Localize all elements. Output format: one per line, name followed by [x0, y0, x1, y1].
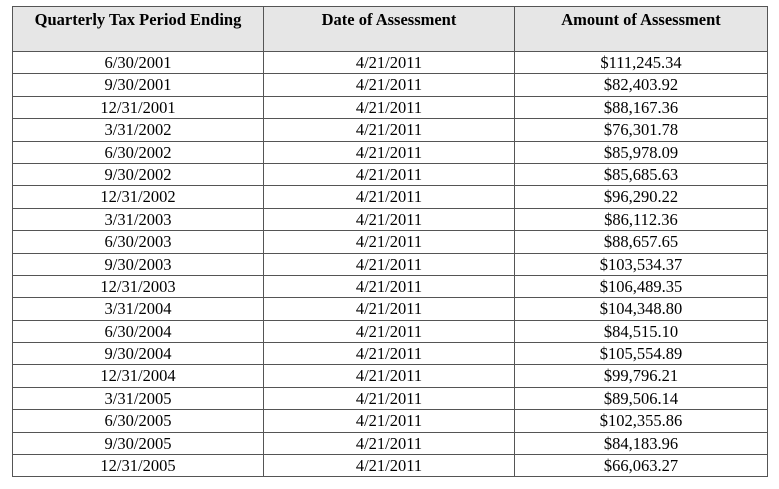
date-cell: 4/21/2011	[264, 320, 515, 342]
period-cell: 12/31/2003	[13, 275, 264, 297]
table-row	[13, 432, 768, 454]
table-row	[13, 52, 768, 74]
amount-cell: $85,978.09	[515, 141, 768, 163]
table-body	[13, 52, 768, 477]
amount-cell: $85,685.63	[515, 163, 768, 185]
header-period: Quarterly Tax Period Ending	[13, 7, 264, 52]
period-cell: 3/31/2005	[13, 387, 264, 409]
table-row	[13, 119, 768, 141]
table-row	[13, 410, 768, 432]
date-cell: 4/21/2011	[264, 387, 515, 409]
period-cell: 3/31/2003	[13, 208, 264, 230]
amount-cell: $102,355.86	[515, 410, 768, 432]
table-row	[13, 455, 768, 477]
period-cell: 12/31/2002	[13, 186, 264, 208]
table-row	[13, 231, 768, 253]
date-cell: 4/21/2011	[264, 74, 515, 96]
period-cell: 12/31/2004	[13, 365, 264, 387]
table-row	[13, 96, 768, 118]
date-cell: 4/21/2011	[264, 96, 515, 118]
table-row	[13, 387, 768, 409]
amount-cell: $99,796.21	[515, 365, 768, 387]
amount-cell: $84,515.10	[515, 320, 768, 342]
table-row	[13, 74, 768, 96]
amount-cell: $111,245.34	[515, 52, 768, 74]
period-cell: 12/31/2001	[13, 96, 264, 118]
amount-cell: $76,301.78	[515, 119, 768, 141]
table-row	[13, 365, 768, 387]
table-header	[13, 7, 768, 52]
amount-cell: $89,506.14	[515, 387, 768, 409]
period-cell: 6/30/2002	[13, 141, 264, 163]
date-cell: 4/21/2011	[264, 365, 515, 387]
amount-cell: $106,489.35	[515, 275, 768, 297]
table-row	[13, 343, 768, 365]
date-cell: 4/21/2011	[264, 141, 515, 163]
table-row	[13, 163, 768, 185]
header-row	[13, 7, 768, 52]
amount-cell: $86,112.36	[515, 208, 768, 230]
amount-cell: $88,657.65	[515, 231, 768, 253]
table-row	[13, 320, 768, 342]
date-cell: 4/21/2011	[264, 253, 515, 275]
amount-cell: $84,183.96	[515, 432, 768, 454]
date-cell: 4/21/2011	[264, 208, 515, 230]
period-cell: 12/31/2005	[13, 455, 264, 477]
period-cell: 9/30/2004	[13, 343, 264, 365]
date-cell: 4/21/2011	[264, 432, 515, 454]
date-cell: 4/21/2011	[264, 231, 515, 253]
amount-cell: $88,167.36	[515, 96, 768, 118]
table-row	[13, 253, 768, 275]
date-cell: 4/21/2011	[264, 298, 515, 320]
period-cell: 3/31/2004	[13, 298, 264, 320]
period-cell: 9/30/2003	[13, 253, 264, 275]
header-date: Date of Assessment	[264, 7, 515, 52]
table-row	[13, 186, 768, 208]
header-amount: Amount of Assessment	[515, 7, 768, 52]
assessment-table	[12, 6, 768, 477]
date-cell: 4/21/2011	[264, 455, 515, 477]
table-row	[13, 208, 768, 230]
table-row	[13, 141, 768, 163]
amount-cell: $105,554.89	[515, 343, 768, 365]
period-cell: 6/30/2003	[13, 231, 264, 253]
date-cell: 4/21/2011	[264, 186, 515, 208]
amount-cell: $96,290.22	[515, 186, 768, 208]
amount-cell: $104,348.80	[515, 298, 768, 320]
date-cell: 4/21/2011	[264, 52, 515, 74]
period-cell: 3/31/2002	[13, 119, 264, 141]
period-cell: 9/30/2002	[13, 163, 264, 185]
amount-cell: $66,063.27	[515, 455, 768, 477]
date-cell: 4/21/2011	[264, 163, 515, 185]
date-cell: 4/21/2011	[264, 119, 515, 141]
period-cell: 6/30/2005	[13, 410, 264, 432]
period-cell: 9/30/2001	[13, 74, 264, 96]
period-cell: 9/30/2005	[13, 432, 264, 454]
amount-cell: $82,403.92	[515, 74, 768, 96]
table-row	[13, 298, 768, 320]
date-cell: 4/21/2011	[264, 410, 515, 432]
date-cell: 4/21/2011	[264, 275, 515, 297]
period-cell: 6/30/2001	[13, 52, 264, 74]
amount-cell: $103,534.37	[515, 253, 768, 275]
period-cell: 6/30/2004	[13, 320, 264, 342]
date-cell: 4/21/2011	[264, 343, 515, 365]
table-row	[13, 275, 768, 297]
